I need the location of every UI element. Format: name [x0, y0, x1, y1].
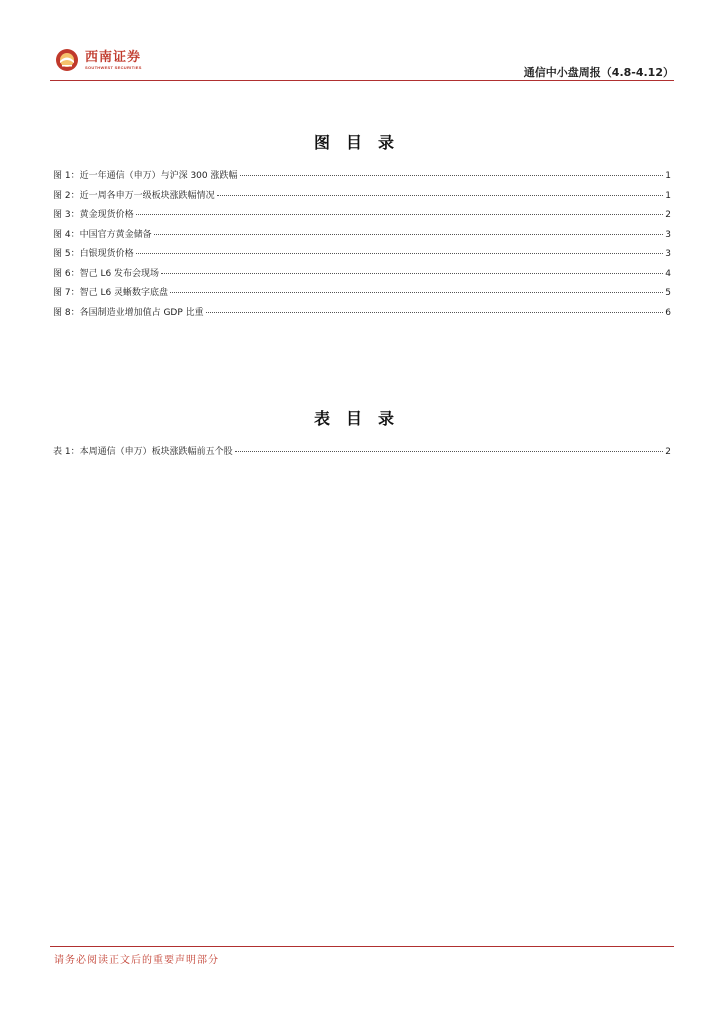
toc-entry[interactable]	[53, 227, 671, 247]
toc-entry-page: 3	[665, 249, 671, 259]
toc-entry[interactable]	[53, 285, 671, 305]
logo-english-name: SOUTHWEST SECURITIES	[85, 64, 142, 70]
toc-dot-leader	[161, 273, 663, 274]
toc-entry[interactable]	[53, 305, 671, 325]
logo-emblem-icon	[55, 48, 79, 72]
toc-entry-label: 图 4：中国官方黄金储备	[53, 229, 152, 240]
toc-entry[interactable]	[53, 207, 671, 227]
toc-dot-leader	[206, 312, 664, 313]
toc-entry-label: 图 1：近一年通信（申万）与沪深 300 涨跌幅	[53, 171, 238, 181]
toc-entry[interactable]	[53, 246, 671, 266]
toc-dot-leader	[240, 175, 664, 176]
toc-dot-leader	[217, 195, 664, 196]
table-list-title: 表目录	[313, 409, 410, 428]
toc-entry-page: 6	[665, 307, 671, 318]
toc-entry[interactable]	[53, 168, 671, 188]
footer-divider	[50, 946, 674, 947]
toc-entry-page: 1	[665, 190, 671, 201]
toc-dot-leader	[136, 214, 664, 215]
toc-entry-label: 表 1：本周通信（申万）板块涨跌幅前五个股	[53, 447, 233, 457]
toc-entry-page: 5	[665, 288, 671, 298]
toc-entry[interactable]	[53, 188, 671, 208]
toc-entry-page: 3	[665, 229, 671, 240]
header-divider	[50, 80, 674, 81]
toc-dot-leader	[136, 253, 664, 254]
disclaimer-notice: 请务必阅读正文后的重要声明部分	[54, 955, 219, 966]
toc-entry-page: 4	[665, 268, 671, 279]
figure-list	[53, 168, 671, 324]
toc-entry-page: 2	[665, 210, 671, 220]
toc-entry-label: 图 2：近一周各申万一级板块涨跌幅情况	[53, 190, 215, 201]
toc-entry-label: 图 7：智己 L6 灵蜥数字底盘	[53, 288, 169, 298]
report-title: 通信中小盘周报（4.8-4.12）	[523, 66, 674, 79]
toc-dot-leader	[154, 234, 664, 235]
toc-entry-label: 图 3：黄金现货价格	[53, 210, 134, 220]
toc-entry-label: 图 5：白银现货价格	[53, 249, 134, 259]
toc-entry[interactable]	[53, 444, 671, 464]
toc-dot-leader	[235, 451, 664, 452]
logo-chinese-name: 西南证券	[85, 49, 142, 65]
toc-entry-page: 1	[665, 171, 671, 181]
table-list	[53, 444, 671, 464]
toc-entry-label: 图 8：各国制造业增加值占 GDP 比重	[53, 307, 204, 318]
company-logo	[55, 45, 142, 75]
toc-entry[interactable]	[53, 266, 671, 286]
toc-entry-label: 图 6：智己 L6 发布会现场	[53, 268, 160, 279]
figure-list-title: 图目录	[313, 133, 410, 152]
toc-entry-page: 2	[665, 447, 671, 457]
toc-dot-leader	[170, 292, 663, 293]
